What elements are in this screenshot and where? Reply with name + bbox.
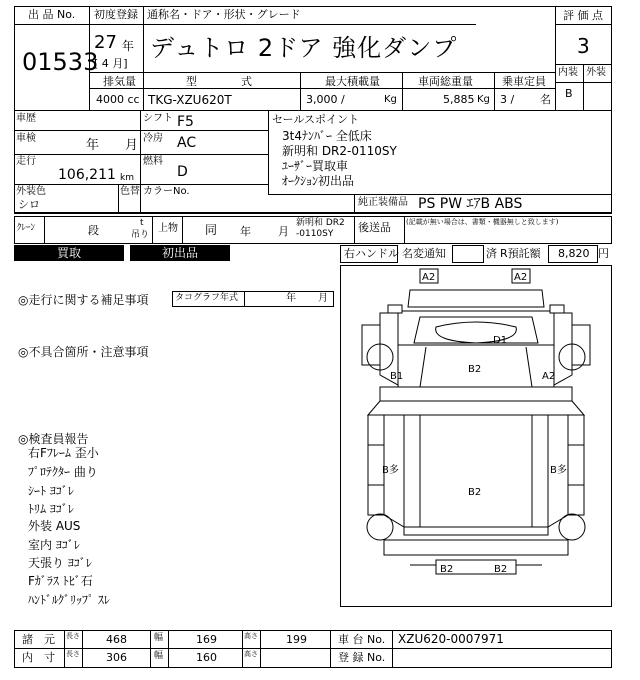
name-change-box — [452, 245, 484, 263]
defects-label: ◎不具合箇所・注意事項 — [18, 345, 149, 359]
driving-notes-label: ◎走行に関する補足事項 — [18, 293, 149, 307]
capacity-label: 乗車定員 — [502, 75, 546, 88]
upper-month: 月 — [278, 225, 289, 238]
inspector-item: ﾄﾘﾑ ﾖｺﾞﾚ — [28, 502, 74, 516]
exterior-label: 外装 — [586, 67, 606, 78]
first-reg-label: 初度登録 — [94, 8, 138, 21]
upper-same: 同 — [205, 223, 218, 237]
lot-number: 01533 — [22, 48, 99, 76]
truck-damage-diagram — [340, 265, 612, 607]
mileage-unit: km — [120, 173, 134, 183]
shift-value: F5 — [177, 114, 194, 130]
upper-model: -0110SY — [296, 229, 334, 239]
max-load-value: 3,000 / — [306, 93, 345, 106]
tacho-label: タコグラフ年式 — [175, 293, 239, 303]
dims-label: 諸 元 — [22, 633, 55, 646]
equipment-label: 純正装備品 — [358, 197, 408, 208]
lot-label: 出 品 No. — [28, 8, 76, 21]
ext-color-value: シロ — [18, 198, 40, 211]
diagram-mark: B2 — [494, 564, 508, 575]
upper-year: 年 — [240, 225, 251, 238]
docs-note: (記載が無い場合は、書類・機器無しと致します) — [406, 218, 559, 226]
rating-value: 3 — [577, 34, 590, 58]
tacho-month: 月 — [318, 293, 328, 304]
sales-point-4: ｵｰｸｼｮﾝ初出品 — [282, 174, 355, 188]
diagram-mark: A2 — [542, 371, 556, 382]
diagram-mark: B多 — [550, 465, 567, 476]
model-name: デュトロ 2ドア 強化ダンプ — [150, 34, 458, 62]
gross-weight-unit: Kg — [477, 94, 490, 105]
crane-label: ｸﾚｰﾝ — [17, 223, 36, 233]
sales-point-2: 新明和 DR2-0110SY — [282, 144, 397, 158]
diagram-mark: B2 — [440, 564, 454, 575]
color-change-label: 色替 — [120, 186, 140, 197]
displacement-label: 排気量 — [103, 75, 136, 88]
inspection-label: 車検 — [16, 133, 36, 144]
diagram-mark: B2 — [468, 487, 482, 498]
in-width-value: 160 — [196, 651, 217, 664]
crane-stage: 段 — [88, 224, 99, 237]
ac-value: AC — [177, 135, 197, 151]
fuel-value: D — [177, 164, 188, 180]
diagram-mark: D1 — [493, 335, 508, 346]
chassis-label: 車 台 No. — [338, 633, 386, 646]
interior-grade: B — [565, 87, 573, 100]
height-value: 199 — [286, 633, 307, 646]
inner-dims-label: 内 寸 — [22, 651, 55, 664]
diagram-mark: B多 — [382, 465, 399, 476]
name-label: 通称名・ドア・形状・グレード — [147, 8, 301, 21]
model-code-value: TKG-XZU620T — [148, 93, 232, 107]
reg-year-unit: 年 — [122, 39, 135, 53]
tacho-year: 年 — [286, 293, 296, 304]
mileage-label: 走行 — [16, 156, 36, 167]
reg-no-label: 登 録 No. — [338, 651, 386, 664]
buy-badge: 買取 — [14, 245, 124, 261]
first-listing-badge: 初出品 — [130, 245, 230, 261]
recycle-label: R預託額 — [500, 247, 541, 260]
inspector-item: 天張り ﾖｺﾞﾚ — [28, 556, 92, 570]
inspector-item: 右Fﾌﾚｰﾑ 歪小 — [28, 446, 99, 460]
handle-text: 右ハンドル — [344, 247, 399, 260]
color-code-label: カラーNo. — [143, 186, 190, 197]
footer-frame — [14, 630, 612, 668]
equipment-value: PS PW ｴｱB ABS — [418, 196, 523, 212]
height-label: 高さ — [244, 632, 258, 640]
recycle-amount: 8,820 — [558, 247, 590, 260]
capacity-value: 3 / — [500, 93, 515, 106]
ac-label: 冷房 — [143, 133, 163, 144]
diagram-mark: A2 — [514, 272, 528, 283]
ext-color-label: 外装色 — [16, 186, 46, 197]
in-length-value: 306 — [106, 651, 127, 664]
inspector-item: ﾊﾝﾄﾞﾙｸﾞﾘｯﾌﾟ ｽﾚ — [28, 593, 110, 607]
length-value: 468 — [106, 633, 127, 646]
inspector-item: 外装 AUS — [28, 519, 81, 533]
rating-label: 評 価 点 — [563, 9, 603, 22]
inspector-item: 室内 ﾖｺﾞﾚ — [28, 538, 80, 552]
inspector-item: ﾌﾟﾛﾃｸﾀｰ 曲り — [28, 465, 98, 479]
shift-label: シフト — [143, 113, 173, 124]
chassis-value: XZU620-0007971 — [398, 632, 504, 646]
fuel-label: 燃料 — [143, 156, 163, 167]
recycle-unit: 円 — [598, 247, 609, 260]
name-change-label: 名変通知 — [402, 247, 446, 260]
docs-label: 後送品 — [358, 221, 391, 234]
width-value: 169 — [196, 633, 217, 646]
displacement-value: 4000 cc — [96, 93, 140, 106]
upper-label: 上物 — [158, 223, 178, 234]
sales-point-3: ﾕｰｻﾞｰ買取車 — [282, 159, 349, 173]
interior-label: 内装 — [558, 67, 578, 78]
reg-month: [ 4 月] — [94, 57, 128, 70]
width-label: 幅 — [154, 633, 164, 643]
mileage-value: 106,211 — [58, 167, 116, 183]
history-label: 車歴 — [16, 113, 36, 124]
inspector-item: ｼｰﾄ ﾖｺﾞﾚ — [28, 484, 74, 498]
upper-maker: 新明和 DR2 — [296, 218, 345, 228]
capacity-unit: 名 — [540, 93, 551, 106]
max-load-unit: Kg — [384, 94, 397, 105]
gross-weight-label: 車両総重量 — [418, 75, 473, 88]
in-len-label: 長さ — [66, 650, 80, 658]
crane-t: t — [140, 218, 144, 228]
reg-year: 27 — [94, 32, 117, 53]
max-load-label: 最大積載量 — [325, 75, 380, 88]
sales-point-label: セールスポイント — [272, 113, 360, 126]
diagram-mark: B2 — [468, 364, 482, 375]
sales-point-1: 3t4ﾅﾝﾊﾞｰ 全低床 — [282, 129, 372, 143]
inspection-value: 年 月 — [86, 138, 139, 153]
len-label: 長さ — [66, 632, 80, 640]
gross-weight-value: 5,885 — [443, 93, 475, 106]
diagram-mark: A2 — [422, 272, 436, 283]
in-width-label: 幅 — [154, 651, 164, 661]
inspector-item: Fｶﾞﾗｽ ﾄﾋﾞ石 — [28, 574, 93, 588]
inspector-label: ◎検査員報告 — [18, 432, 89, 446]
diagram-mark: B1 — [390, 371, 404, 382]
model-code-label: 型 式 — [186, 75, 252, 88]
crane-hang: 吊り — [131, 230, 150, 240]
in-height-label: 高さ — [244, 650, 258, 658]
fuel-check: 済 — [486, 247, 497, 260]
